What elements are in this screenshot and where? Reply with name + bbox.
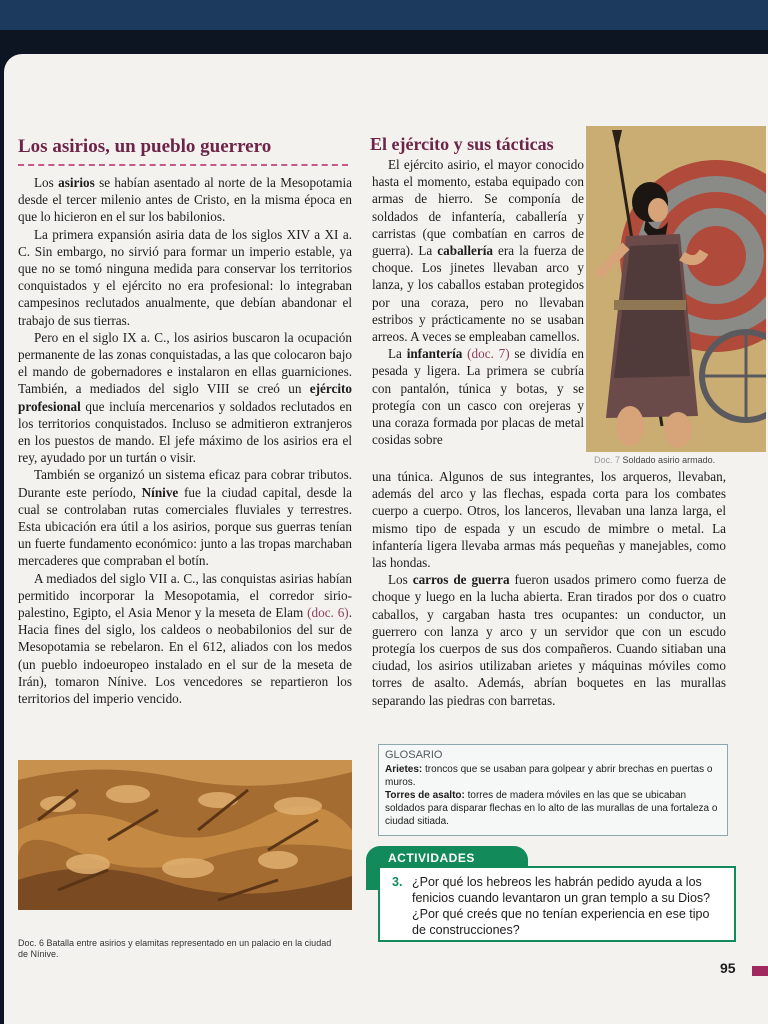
glossary-term: Arietes: xyxy=(385,764,423,775)
bold-term: carros de guerra xyxy=(412,572,510,588)
paragraph: A mediados del siglo VII a. C., las conquistas asirias habían permitido incorporar la Mesopotamia, el corredor sirio-palestino, Egipto, el Asia Menor y la meseta de Elam (doc. 6). Hacia fines del siglo, los caldeos o neobabilonios del sur de Mesopotamia se rebelaron. En el 612, aliados con los medos (un pueblo indoeuropeo instalado en el sur de la meseta de Irán), tomaron Nínive. Los vencedores se repartieron los territorios del imperio vencido. xyxy=(18,570,352,707)
glossary-definition: torres de madera móviles en las que se ubicaban soldados para disparar flechas en lo alto de las murallas de una fortaleza o ciudad sitiada. xyxy=(385,790,718,827)
bold-term: asirios xyxy=(58,175,95,190)
paragraph: Los carros de guerra fueron usados primero como fuerza de choque y luego en la lucha abierta. Eran tirados por dos o cuatro caballos, y cargaban hasta tres ocupantes: un conductor, un guerrero con lanza y arco y un servidor que con un escudo protegía los cuerpos de sus dos compañeros. Cuando sitiaban una ciudad, los asirios utilizaban arietes y máquinas móviles como torres de asalto. Además, abrían boquetes en las murallas separando las piedras con barretas. xyxy=(372,572,726,708)
activity-question: ¿Por qué los hebreos les habrán pedido ayuda a los fenicios cuando levantaron un gran templo a su Dios? ¿Por qué creés que no tenían experiencia en ese tipo de construcciones? xyxy=(412,875,711,937)
paragraph: La primera expansión asiria data de los siglos XIV a XI a. C. Sin embargo, no sirvió para formar un imperio estable, ya que no se tomó ninguna medida para conservar los territorios conquistados y el ejército no era profesional: lo integraban campesinos reclutados anualmente, que debían abandonar el trabajo de sus tierras. xyxy=(18,226,352,328)
activity-number: 3. xyxy=(392,875,403,889)
book-page xyxy=(4,54,768,1024)
glossary-title: GLOSARIO xyxy=(385,749,443,761)
paragraph: El ejército asirio, el mayor conocido hasta el momento, estaba equipado con armas de hierro. Se componía de soldados de infantería, caballería y carristas (que combatían en carros de guerra). La caballería era la fuerza de choque. Los jinetes llevaban arco y lanza, y los caballos estaban protegidos por una coraza, pero no llevaban estribos y prácticamente no se usaban arreos. A veces se empleaban camellos. xyxy=(372,157,584,345)
doc7-label: Doc. 7 xyxy=(594,455,621,465)
bold-term: caballería xyxy=(437,243,493,259)
doc7-caption-text: Soldado asirio armado. xyxy=(622,455,716,465)
glossary-entry xyxy=(385,789,721,828)
activities-box xyxy=(378,866,736,942)
glossary-entry xyxy=(385,763,721,789)
doc6-label: Doc. 6 xyxy=(18,938,45,948)
background-top-bar xyxy=(0,0,768,30)
right-column-lower-text xyxy=(372,468,726,709)
doc6-caption-text: Batalla entre asirios y elamitas representado en un palacio en la ciudad de Nínive. xyxy=(18,938,332,959)
section-title-ejercito: El ejército y sus tácticas xyxy=(370,134,554,154)
paragraph: La infantería (doc. 7) se dividía en pesada y ligera. La primera se cubría con pantalón, túnica y botas, y se protegía con un casco con orejeras y una coraza formada por placas de metal cosidas sobre xyxy=(372,346,585,448)
section-title-asirios: Los asirios, un pueblo guerrero xyxy=(18,136,348,166)
doc-reference: (doc. 7) xyxy=(467,346,510,362)
doc6-caption xyxy=(18,938,338,960)
left-column-text xyxy=(18,174,352,707)
activities-header: ACTIVIDADES xyxy=(366,846,528,870)
doc7-caption xyxy=(594,455,715,465)
right-column-upper-text xyxy=(372,156,584,448)
paragraph: Los asirios se habían asentado al norte de la Mesopotamia desde el tercer milenio antes de Cristo, en la misma época en que lo hicieron en el sur los babilonios. xyxy=(18,175,352,225)
glossary-definition: troncos que se usaban para golpear y abrir brechas en puertas o muros. xyxy=(385,764,713,788)
paragraph: una túnica. Algunos de sus integrantes, los arqueros, llevaban, además del arco y las flechas, espada corta para los combates cuerpo a cuerpo. Otros, los lanceros, llevaban una lanza larga, el mismo tipo de espada y un escudo de mimbre o metal. La infantería ligera llevaba armas más pequeñas y manejables, como las hondas. xyxy=(372,469,726,571)
paragraph: Pero en el siglo IX a. C., los asirios buscaron la ocupación permanente de las zonas conquistadas, a las que colocaron bajo el mando de gobernadores e instalaron en ellas guarniciones. También, a mediados del siglo VIII se creó un ejército profesional que incluía mercenarios y soldados reclutados en los territorios conquistados. Incluso se admitieron extranjeros en los puestos de mando. El jefe máximo de los asirios era el rey, ayudado por un turtán o visir. xyxy=(18,329,352,466)
battle-relief-image xyxy=(18,760,352,910)
page-number: 95 xyxy=(720,960,736,976)
bold-term: infantería xyxy=(406,346,463,362)
assyrian-soldier-illustration xyxy=(586,126,766,452)
doc-reference: (doc. 6) xyxy=(307,605,349,621)
glossary-term: Torres de asalto: xyxy=(385,790,465,801)
glossary-box xyxy=(378,744,728,836)
bold-term: Nínive xyxy=(141,484,179,500)
bold-term: ejército profesional xyxy=(18,381,352,414)
page-number-marker xyxy=(752,966,768,976)
paragraph: También se organizó un sistema eficaz para cobrar tributos. Durante este período, Nínive fue la ciudad capital, desde la cual se controlaban rutas comerciales fluviales y terrestres. Esta ubicación era útil a los asirios, porque sus guerras tenían un fuerte fundamento económico: junto a las tropas marchaban mercaderes que compraban el botín. xyxy=(18,467,352,569)
